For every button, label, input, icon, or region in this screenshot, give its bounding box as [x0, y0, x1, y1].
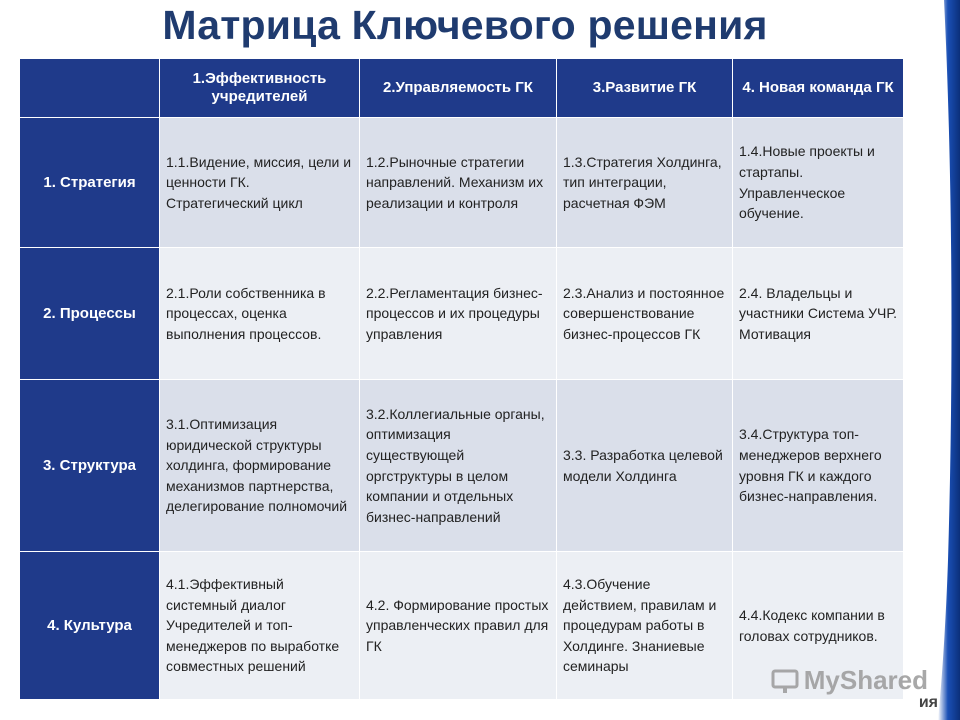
row-header-culture: 4. Культура: [20, 552, 160, 700]
table-cell: [733, 118, 904, 248]
table-cell: [557, 118, 733, 248]
table-cell: [360, 552, 557, 700]
row-header-structure: 3. Структура: [20, 380, 160, 552]
decorative-side-stripe: [930, 0, 960, 720]
cell-text: 1.3.Стратегия Холдинга, тип интеграции, расчетная ФЭМ: [563, 153, 722, 211]
table-cell: [360, 118, 557, 248]
cell-text: 4.3.Обучение действием, правилам и процедурам работы в Холдинге. Знаниевые семинары: [563, 576, 717, 675]
column-header-new-team: 4. Новая команда ГК: [733, 59, 904, 118]
cell-text: 2.4. Владельцы и участники Система УЧР. Мотивация: [739, 284, 897, 342]
table-cell: [160, 248, 360, 380]
cell-text: 2.1.Роли собственника в процессах, оценка выполнения процессов.: [166, 284, 326, 342]
table-cell: [557, 552, 733, 700]
table-cell: [733, 248, 904, 380]
table-cell: [733, 380, 904, 552]
table-row: [20, 248, 904, 380]
cell-text: 4.4.Кодекс компании в головах сотрудников.: [739, 606, 885, 644]
watermark: [770, 665, 928, 696]
cell-text: 3.2.Коллегиальные органы, оптимизация существующей оргструктуры в целом компании и отдельных бизнес-направлений: [366, 405, 545, 525]
footer-fragment: ия: [918, 694, 938, 711]
watermark-text: MyShared: [803, 665, 928, 695]
table-cell: [160, 118, 360, 248]
cell-text: 1.4.Новые проекты и стартапы. Управленческое обучение.: [739, 143, 875, 222]
column-header-efficiency: 1.Эффективность учредителей: [160, 59, 360, 118]
page-title: Матрица Ключевого решения: [162, 2, 768, 48]
row-header-strategy: 1. Стратегия: [20, 118, 160, 248]
cell-text: 2.2.Регламентация бизнес-процессов и их процедуры управления: [366, 284, 543, 342]
cell-text: 3.4.Структура топ-менеджеров верхнего уровня ГК и каждого бизнес-направления.: [739, 426, 882, 505]
cell-text: 1.1.Видение, миссия, цели и ценности ГК. Стратегический цикл: [166, 153, 352, 211]
table-row: [20, 118, 904, 248]
table-corner-cell: [20, 59, 160, 118]
cell-text: 4.2. Формирование простых управленческих правил для ГК: [366, 596, 549, 654]
table-cell: [557, 380, 733, 552]
cell-text: 3.3. Разработка целевой модели Холдинга: [563, 446, 723, 484]
cell-text: 4.1.Эффективный системный диалог Учредителей и топ-менеджеров по выработке совместных решений: [166, 576, 340, 675]
table-cell: [360, 248, 557, 380]
table-cell: [360, 380, 557, 552]
column-header-manageability: 2.Управляемость ГК: [360, 59, 557, 118]
table-cell: [160, 552, 360, 700]
cell-text: 1.2.Рыночные стратегии направлений. Механизм их реализации и контроля: [366, 153, 544, 211]
table-header-row: [20, 59, 904, 118]
cell-text: 3.1.Оптимизация юридической структуры холдинга, формирование механизмов партнерства, делегирование полномочий: [166, 416, 348, 515]
row-header-processes: 2. Процессы: [20, 248, 160, 380]
decision-matrix-table: [19, 58, 904, 700]
presentation-icon: [770, 666, 800, 696]
column-header-development: 3.Развитие ГК: [557, 59, 733, 118]
cell-text: 2.3.Анализ и постоянное совершенствование бизнес-процессов ГК: [563, 284, 725, 342]
table-row: [20, 380, 904, 552]
table-cell: [557, 248, 733, 380]
table-cell: [160, 380, 360, 552]
